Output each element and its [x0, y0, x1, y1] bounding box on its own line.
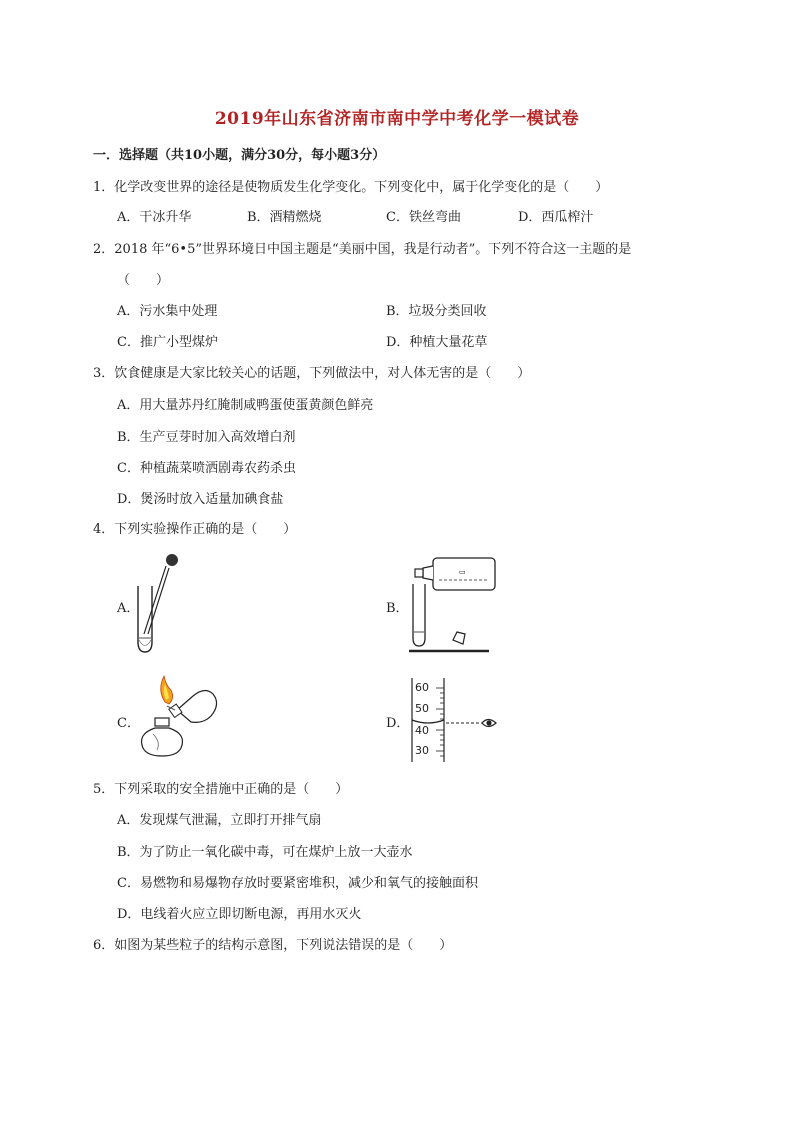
- q1-option-c: C．铁丝弯曲: [386, 210, 461, 225]
- question-3-stem: 3．饮食健康是大家比较关心的话题，下列做法中，对人体无害的是（ ）: [93, 366, 531, 381]
- q4-option-d-label: D．: [386, 716, 410, 731]
- q4-option-b-label: B．: [386, 601, 409, 616]
- section-heading: 一．选择题（共10小题，满分30分，每小题3分）: [93, 148, 386, 163]
- graduated-cylinder-reading-figure: [410, 674, 500, 766]
- q5-option-b: B．为了防止一氧化碳中毒，可在煤炉上放一大壶水: [117, 845, 413, 860]
- question-1-stem: 1．化学改变世界的途径是使物质发生化学变化。下列变化中，属于化学变化的是（ ）: [93, 180, 609, 195]
- dropper-in-test-tube-figure: [128, 552, 188, 656]
- question-2-stem: 2．2018 年“6•5”世界环境日中国主题是“美丽中国，我是行动者”。下列不符合这一主题的是: [93, 242, 632, 257]
- page-title: 2019年山东省济南市南中学中考化学一模试卷: [214, 109, 580, 129]
- q3-option-c: C．种植蔬菜喷洒剧毒农药杀虫: [117, 461, 296, 476]
- q4-option-c-label: C．: [117, 716, 140, 731]
- q1-option-d: D．西瓜榨汁: [518, 210, 594, 225]
- q1-option-a: A．干冰升华: [117, 210, 192, 225]
- scale-label-30: 30: [415, 744, 429, 757]
- q3-option-b: B．生产豆芽时加入高效增白剂: [117, 430, 296, 445]
- q5-option-d: D．电线着火应立即切断电源，再用水灭火: [117, 907, 362, 922]
- question-2-stem-cont: （ ）: [117, 273, 170, 288]
- q3-option-d: D．煲汤时放入适量加碘食盐: [117, 492, 284, 507]
- q2-option-b: B．垃圾分类回收: [386, 304, 487, 319]
- q2-option-a: A．污水集中处理: [117, 304, 218, 319]
- q5-option-a: A．发现煤气泄漏，立即打开排气扇: [117, 813, 322, 828]
- question-6-stem: 6．如图为某些粒子的结构示意图，下列说法错误的是（ ）: [93, 938, 453, 953]
- q2-option-d: D．种植大量花草: [386, 335, 488, 350]
- pouring-liquid-figure: [405, 548, 505, 658]
- q4-option-a-label: A．: [117, 601, 140, 616]
- q5-option-c: C．易燃物和易爆物存放时要紧密堆积，减少和氧气的接触面积: [117, 876, 478, 891]
- question-5-stem: 5．下列采取的安全措施中正确的是（ ）: [93, 782, 349, 797]
- question-4-stem: 4．下列实验操作正确的是（ ）: [93, 522, 297, 537]
- q1-option-b: B．酒精燃烧: [247, 210, 322, 225]
- scale-label-40: 40: [415, 724, 429, 737]
- scale-label-60: 60: [415, 681, 429, 694]
- q2-option-c: C．推广小型煤炉: [117, 335, 218, 350]
- q3-option-a: A．用大量苏丹红腌制咸鸭蛋使蛋黄颜色鲜亮: [117, 398, 374, 413]
- alcohol-lamp-lighting-figure: [133, 672, 223, 764]
- svg-text:▭: ▭: [459, 568, 466, 576]
- scale-label-50: 50: [415, 702, 429, 715]
